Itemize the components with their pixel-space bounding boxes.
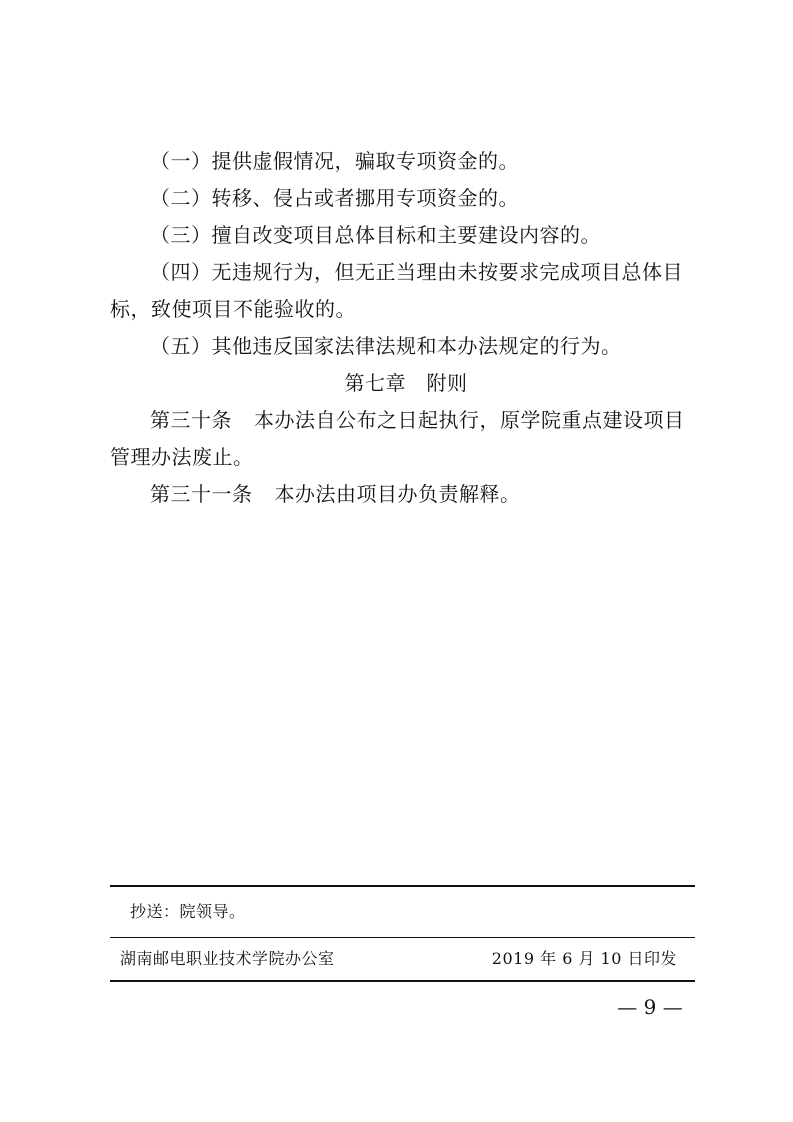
footer-bottom-rule	[110, 980, 695, 982]
article-number: 第三十一条	[150, 482, 253, 506]
article-paragraph	[110, 476, 702, 513]
issue-line	[110, 938, 695, 980]
list-item: （五）其他违反国家法律法规和本办法规定的行为。	[150, 334, 622, 358]
page-number: — 9 —	[617, 995, 683, 1019]
issuer-name: 湖南邮电职业技术学院办公室	[120, 949, 335, 968]
article-text: 本办法自公布之日起执行，原学院重点建设项目管理办法废止。	[110, 408, 685, 469]
issue-date: 2019 年 6 月 10 日印发	[491, 949, 677, 968]
list-item: （二）转移、侵占或者挪用专项资金的。	[150, 186, 519, 210]
chapter-title: 第七章 附则	[344, 371, 468, 395]
article-number: 第三十条	[150, 408, 232, 432]
article-paragraph	[110, 402, 702, 476]
article-text: 本办法由项目办负责解释。	[274, 482, 521, 506]
list-item: （一）提供虚假情况，骗取专项资金的。	[150, 149, 519, 173]
document-footer	[110, 885, 695, 982]
list-item: （三）擅自改变项目总体目标和主要建设内容的。	[150, 223, 601, 247]
list-item: （四）无违规行为，但无正当理由未按要求完成项目总体目标，致使项目不能验收的。	[110, 260, 683, 321]
document-body	[110, 143, 702, 513]
cc-recipients: 抄送：院领导。	[130, 902, 246, 921]
